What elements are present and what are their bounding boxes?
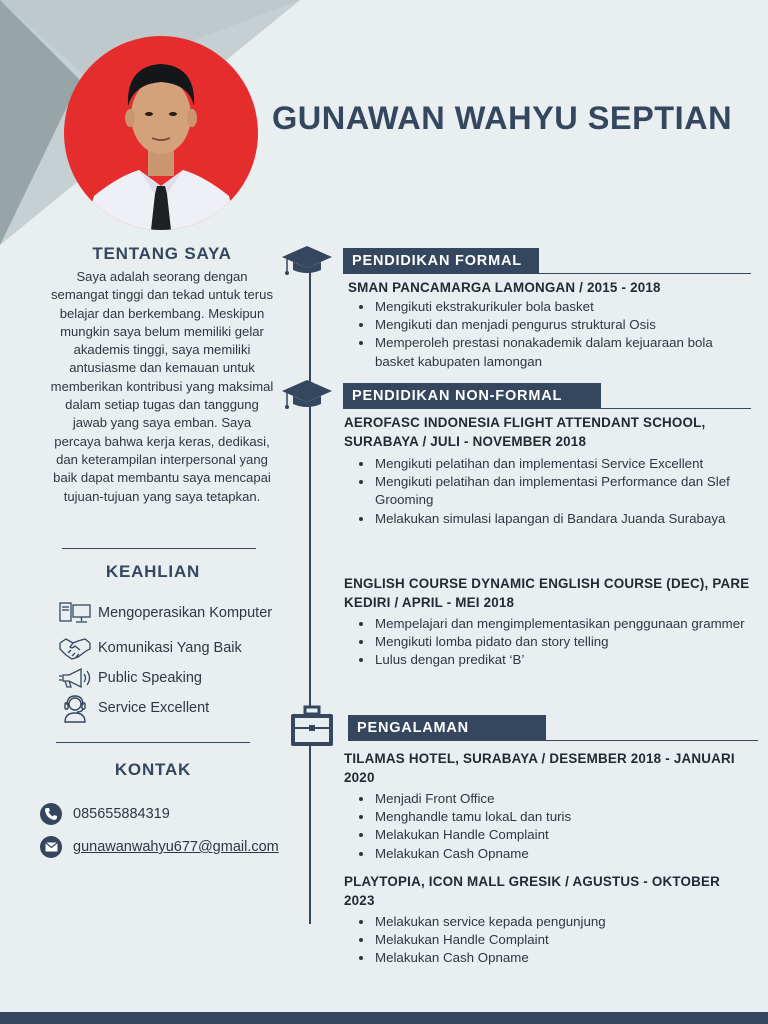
email-link[interactable]: gunawanwahyu677@gmail.com	[73, 839, 279, 855]
skill-item	[56, 600, 306, 626]
entry-title: AEROFASC INDONESIA FLIGHT ATTENDANT SCHOOL, SURABAYA / JULI - NOVEMBER 2018	[344, 415, 706, 449]
list-item: Melakukan Cash Opname	[375, 845, 745, 863]
about-text: Saya adalah seorang dengan semangat tinggi dan tekad untuk terus belajar dan berkembang. Meskipun mungkin saya belum memiliki gelar akademis tinggi, saya memiliki antusiasme dan kemauan untuk memberikan kontribusi yang maksimal dalam setiap tugas dan tanggung jawab yang saya emban. Saya percaya bahwa kerja keras, dedikasi, dan keterampilan interpersonal yang baik dapat membantu saya mencapai tujuan-tujuan yang saya tetapkan.	[50, 269, 274, 504]
entry-title: ENGLISH COURSE DYNAMIC ENGLISH COURSE (DEC), PARE KEDIRI / APRIL - MEI 2018	[344, 576, 750, 610]
graduation-cap-icon	[280, 378, 334, 412]
handshake-icon	[56, 635, 94, 661]
list-item: Menjadi Front Office	[375, 790, 745, 808]
phone-number: 085655884319	[73, 806, 170, 822]
contact-email	[40, 835, 330, 859]
about-divider	[62, 548, 256, 549]
briefcase-icon	[289, 704, 335, 748]
skill-item	[56, 665, 306, 691]
skills-divider	[56, 742, 250, 743]
list-item: Mengikuti dan menjadi pengurus struktural Osis	[375, 316, 745, 334]
list-item: Lulus dengan predikat ‘B’	[375, 651, 745, 669]
bullet-list	[345, 298, 745, 371]
timeline-line	[309, 744, 311, 924]
skill-label: Mengoperasikan Komputer	[98, 605, 273, 621]
bullet-list	[345, 913, 745, 968]
list-item: Mengikuti pelatihan dan implementasi Performance dan Slef Grooming	[375, 473, 745, 509]
section-rule	[601, 408, 751, 409]
timeline-line	[309, 404, 311, 706]
list-item: Melakukan Handle Complaint	[375, 931, 745, 949]
phone-icon	[40, 803, 62, 825]
list-item: Melakukan Handle Complaint	[375, 826, 745, 844]
computer-icon	[56, 600, 94, 626]
skill-label: Service Excellent	[98, 700, 210, 716]
list-item: Mengikuti lomba pidato dan story telling	[375, 633, 745, 651]
list-item: Melakukan simulasi lapangan di Bandara Juanda Surabaya	[375, 510, 745, 528]
about-heading: TENTANG SAYA	[92, 244, 232, 263]
person-name: GUNAWAN WAHYU SEPTIAN	[272, 100, 733, 136]
list-item: Menghandle tamu lokaL dan turis	[375, 808, 745, 826]
megaphone-icon	[56, 665, 94, 691]
headset-icon	[56, 695, 94, 721]
profile-photo	[64, 36, 258, 230]
list-item: Memperoleh prestasi nonakademik dalam kejuaraan bola basket kabupaten lamongan	[375, 334, 745, 370]
contact-phone	[40, 802, 330, 826]
section-rule	[539, 273, 751, 274]
bullet-list	[345, 615, 745, 670]
contact-heading: KONTAK	[114, 760, 192, 779]
list-item: Mempelajari dan mengimplementasikan penggunaan grammer	[375, 615, 745, 633]
email-icon	[40, 836, 62, 858]
list-item: Mengikuti ekstrakurikuler bola basket	[375, 298, 745, 316]
section-banner-formal: PENDIDIKAN FORMAL	[343, 248, 539, 274]
entry-title: SMAN PANCAMARGA LAMONGAN / 2015 - 2018	[348, 280, 661, 295]
timeline-line	[309, 270, 311, 388]
graduation-cap-icon	[280, 244, 334, 278]
list-item: Melakukan Cash Opname	[375, 949, 745, 967]
skills-heading: KEAHLIAN	[105, 562, 201, 581]
bullet-list	[345, 455, 745, 528]
entry-title: TILAMAS HOTEL, SURABAYA / DESEMBER 2018 - JANUARI 2020	[344, 751, 735, 785]
list-item: Melakukan service kepada pengunjung	[375, 913, 745, 931]
list-item: Mengikuti pelatihan dan implementasi Service Excellent	[375, 455, 745, 473]
bullet-list	[345, 790, 745, 863]
section-banner-experience: PENGALAMAN	[348, 715, 546, 741]
section-banner-nonformal: PENDIDIKAN NON-FORMAL	[343, 383, 601, 409]
skill-item	[56, 695, 306, 721]
entry-title: PLAYTOPIA, ICON MALL GRESIK / AGUSTUS - OKTOBER 2023	[344, 874, 720, 908]
section-rule	[546, 740, 758, 741]
skill-label: Public Speaking	[98, 670, 202, 686]
skill-item	[56, 635, 306, 661]
skill-label: Komunikasi Yang Baik	[98, 640, 242, 656]
footer-bar	[0, 1012, 768, 1024]
